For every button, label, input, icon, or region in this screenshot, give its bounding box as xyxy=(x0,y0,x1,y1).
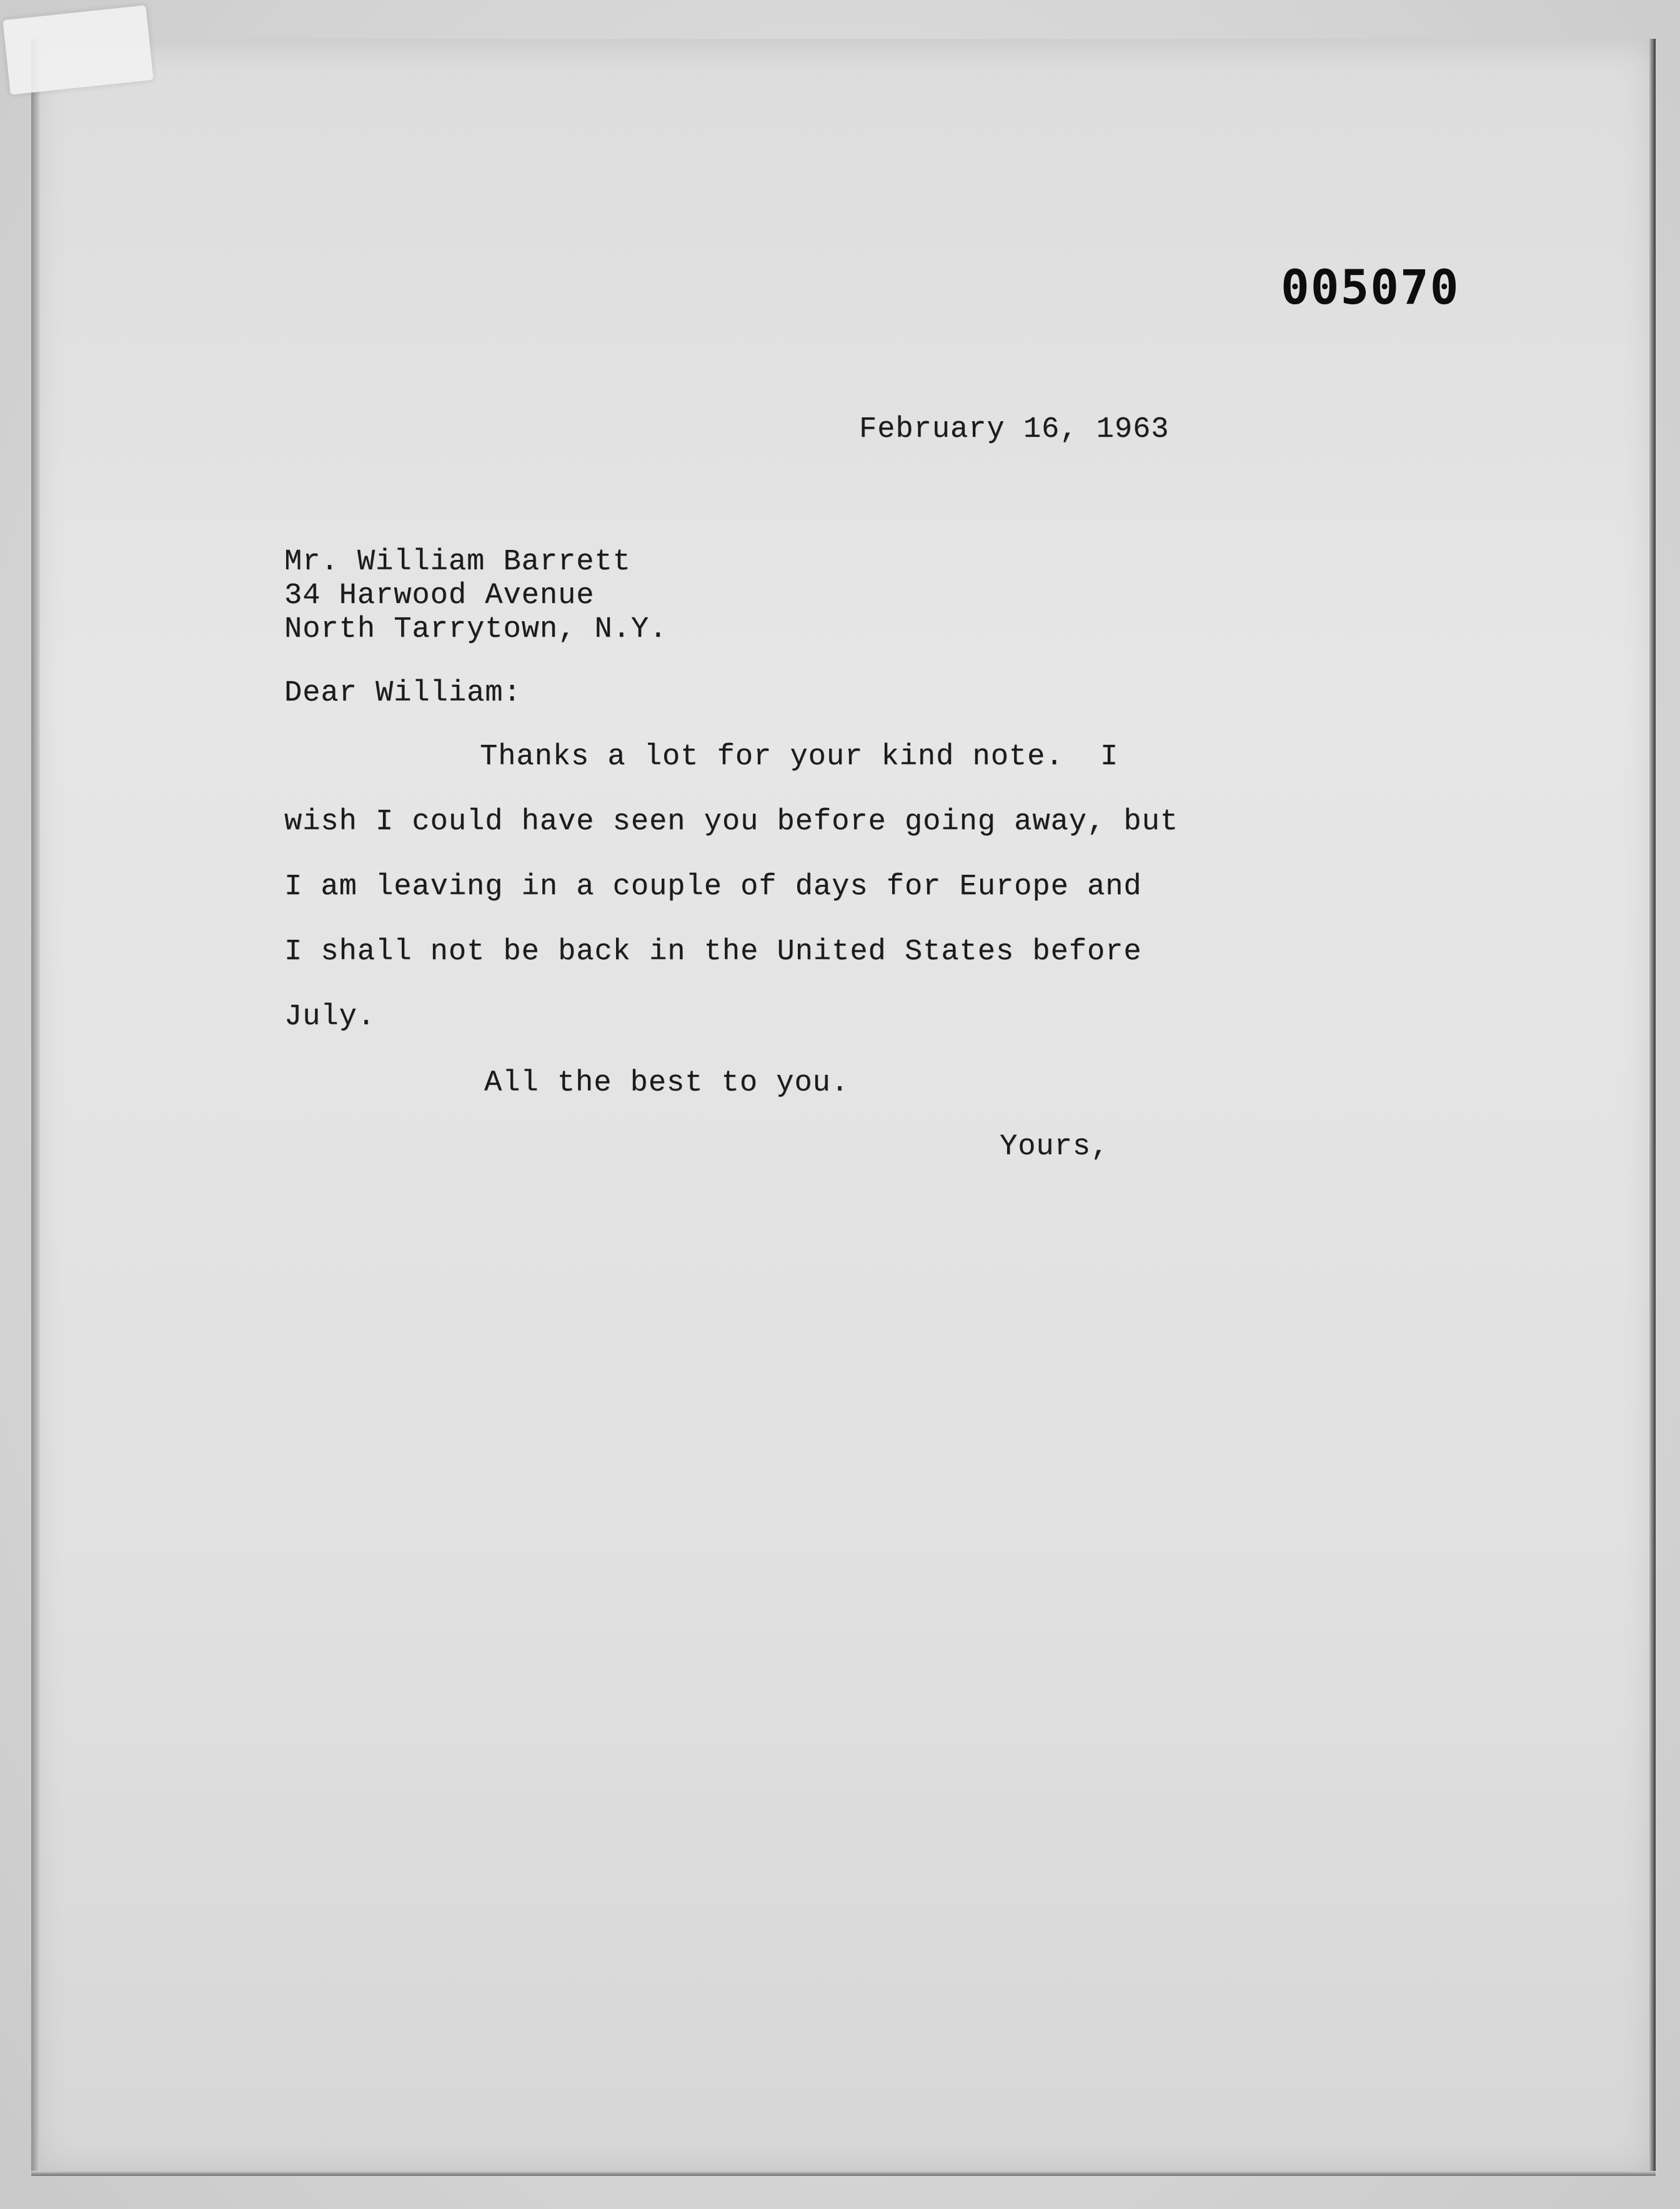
document-number: 005070 xyxy=(1281,259,1460,315)
salutation: Dear William: xyxy=(284,677,522,710)
valediction: Yours, xyxy=(1000,1130,1110,1164)
recipient-city: North Tarrytown, N.Y. xyxy=(284,613,668,646)
recipient-name: Mr. William Barrett xyxy=(284,546,631,579)
body-line: Thanks a lot for your kind note. I xyxy=(480,740,1119,774)
recipient-street: 34 Harwood Avenue xyxy=(284,579,595,612)
body-line: wish I could have seen you before going away, but xyxy=(284,805,1179,839)
page-edge-left xyxy=(31,39,40,2176)
letter-page xyxy=(31,39,1656,2176)
tape-mark xyxy=(2,5,153,94)
letter-date: February 16, 1963 xyxy=(859,413,1170,446)
page-edge-bottom xyxy=(31,2171,1656,2176)
body-line: I shall not be back in the United States before xyxy=(284,935,1142,969)
body-line: July. xyxy=(284,1000,376,1034)
body-line: I am leaving in a couple of days for Europe and xyxy=(284,870,1142,904)
closing-line: All the best to you. xyxy=(484,1067,850,1100)
page-edge-right xyxy=(1649,39,1656,2176)
